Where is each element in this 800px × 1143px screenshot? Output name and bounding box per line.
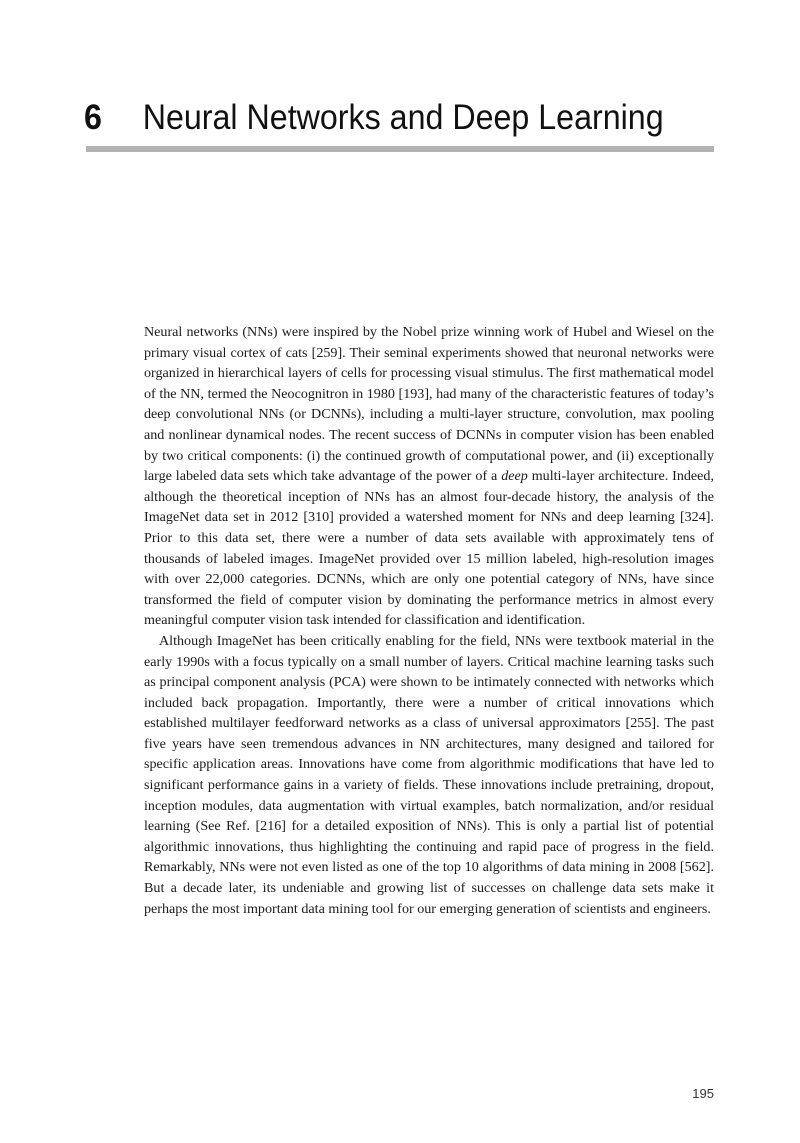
chapter-title: Neural Networks and Deep Learning <box>142 98 664 137</box>
chapter-body <box>144 322 714 919</box>
chapter-header <box>84 96 714 140</box>
emphasis-deep: deep <box>501 468 528 485</box>
paragraph-1-text-after: multi-layer architecture. Indeed, although the theoretical inception of NNs has an almost four-decade history, the analysis of the ImageNet data set in 2012 [310] provided a watershed moment for NNs and deep learning [324]. Prior to this data set, there were a number of data sets available with approximately tens of thousands of labeled images. ImageNet provided over 15 million labeled, high-resolution images with over 22,000 categories. DCNNs, which are only one potential category of NNs, have since transformed the field of computer vision by dominating the performance metrics in almost every meaningful computer vision task intended for classification and identification. <box>144 468 714 629</box>
paragraph-2: Although ImageNet has been critically enabling for the field, NNs were textbook material in the early 1990s with a focus typically on a small number of layers. Critical machine learning tasks such as principal component analysis (PCA) were shown to be intimately connected with networks which included back propagation. Importantly, there were a number of critical innovations which established multilayer feedforward networks as a class of universal approximators [255]. The past five years have seen tremendous advances in NN architectures, many designed and tailored for specific application areas. Innovations have come from algorithmic modifications that have led to significant performance gains in a variety of fields. These innovations include pretraining, dropout, inception modules, data augmentation with virtual examples, batch normalization, and/or residual learning (See Ref. [216] for a detailed exposition of NNs). This is only a partial list of potential algorithmic innovations, thus highlighting the continuing and rapid pace of progress in the field. Remarkably, NNs were not even listed as one of the top 10 algorithms of data mining in 2008 [562]. But a decade later, its undeniable and growing list of successes on challenge data sets make it perhaps the most important data mining tool for our emerging generation of scientists and engineers. <box>144 632 714 917</box>
chapter-title-row <box>84 96 664 140</box>
paragraph-1-text-before: Neural networks (NNs) were inspired by the Nobel prize winning work of Hubel and Wiesel on the primary visual cortex of cats [259]. Their seminal experiments showed that neuronal networks were organized in hierarchical layers of cells for processing visual stimulus. The first mathematical model of the NN, termed the Neocognitron in 1980 [193], had many of the characteristic features of today’s deep convolutional NNs (or DCNNs), including a multi-layer structure, convolution, max pooling and nonlinear dynamical nodes. The recent success of DCNNs in computer vision has been enabled by two critical components: (i) the continued growth of computational power, and (ii) exceptionally large labeled data sets which take advantage of the power of a <box>144 324 714 485</box>
chapter-number: 6 <box>84 98 102 137</box>
chapter-title-rule <box>86 146 714 152</box>
page-number: 195 <box>692 1086 714 1101</box>
paragraph-1 <box>144 322 714 631</box>
